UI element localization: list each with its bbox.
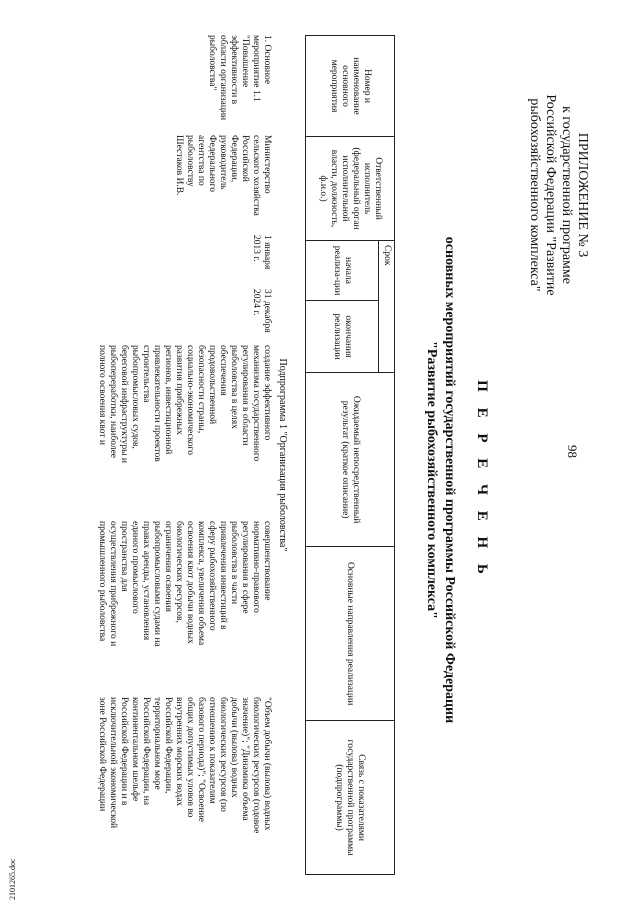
page-number: 98 bbox=[565, 445, 580, 458]
header-col-directions: Основные направления реализации bbox=[306, 547, 395, 721]
cell-text-line: освоения квот добычи водных bbox=[185, 521, 195, 644]
cell-text-line: руководитель bbox=[218, 135, 228, 190]
cell-text-line: мероприятие 1.1 bbox=[251, 35, 261, 102]
row-cell-executor bbox=[173, 135, 272, 231]
cell-text-line: территориальном море bbox=[152, 697, 162, 790]
cell-text-line: 31 декабря bbox=[262, 289, 272, 333]
cell-text-line: комплекса, увеличения объема bbox=[196, 521, 206, 646]
cell-text-line: сельского хозяйства bbox=[251, 135, 261, 216]
cell-text-line: рыбопромысловых судов, bbox=[130, 345, 140, 449]
cell-text-line: биологических ресурсов, bbox=[174, 521, 184, 623]
cell-text-line: базового периода)"; "Освоение bbox=[196, 697, 206, 823]
cell-text-line: привлечения инвестиций в bbox=[218, 521, 228, 630]
cell-text-line: продовольственной bbox=[207, 345, 217, 425]
cell-text-line: регионов, инвестиционной bbox=[163, 345, 173, 455]
cell-text-line: привлекательности проектов bbox=[152, 345, 162, 462]
cell-text-line: полного освоения квот и bbox=[97, 345, 107, 445]
cell-text-line: области организации bbox=[218, 35, 228, 121]
cell-text-line: агентства по bbox=[196, 135, 206, 186]
cell-text-line: Федерального bbox=[207, 135, 217, 193]
cell-text-line: рыболовства в целях bbox=[229, 345, 239, 429]
cell-text-line: строительства bbox=[141, 345, 151, 403]
cell-text-line: создание эффективного bbox=[262, 345, 272, 441]
cell-text-line: значение)"; "Динамика объема bbox=[240, 697, 250, 821]
cell-text-line: сферу рыбохозяйственного bbox=[207, 521, 217, 631]
cell-text-line: исключительной экономической bbox=[108, 697, 118, 829]
row-cell-result bbox=[96, 345, 272, 515]
title-sub-1: основных мероприятий государственной программы Российской Федерации bbox=[442, 236, 457, 724]
cell-text-line: нормативно-правового bbox=[251, 521, 261, 613]
cell-text-line: эффективности в bbox=[229, 35, 239, 105]
cell-text-line: 1 января bbox=[262, 235, 272, 270]
header-col-number-name: Номер и наименование основного мероприятия bbox=[306, 36, 395, 137]
cell-text-line: обеспечения bbox=[218, 345, 228, 396]
row-cell-directions bbox=[96, 521, 272, 691]
cell-text-line: Российской Федерации, bbox=[163, 697, 173, 794]
cell-text-line: отношению к показателям bbox=[207, 697, 217, 804]
appendix-line: ПРИЛОЖЕНИЕ № 3 bbox=[575, 132, 590, 258]
document-title bbox=[423, 180, 490, 780]
cell-text-line: внутренних морских водах bbox=[174, 697, 184, 807]
row-cell-end bbox=[250, 289, 272, 339]
header-col-end: окончания реализации bbox=[306, 301, 379, 373]
cell-text-line: континентальном шельфе bbox=[130, 697, 140, 802]
cell-text-line: 1. Основное bbox=[262, 35, 272, 85]
cell-text-line: ограничения освоения bbox=[163, 521, 173, 612]
cell-text-line: Шестаков И.В. bbox=[174, 135, 184, 196]
cell-text-line: рыбопереработки, наиболее bbox=[108, 345, 118, 459]
cell-text-line: рыболовству bbox=[185, 135, 195, 187]
header-col-executor: Ответственный исполнитель (федеральный орган исполнительной власти, должность, ф.и.о.) bbox=[306, 137, 395, 241]
cell-text-line: пространства для bbox=[119, 521, 129, 592]
title-main: П Е Р Е Ч Е Н Ь bbox=[474, 380, 490, 580]
cell-text-line: совершенствование bbox=[262, 521, 272, 601]
cell-text-line: безопасности страны, bbox=[196, 345, 206, 434]
cell-text-line: промышленного рыболовства bbox=[97, 521, 107, 642]
cell-text-line: социально-экономического bbox=[185, 345, 195, 455]
cell-text-line: Министерство bbox=[262, 135, 272, 194]
cell-text-line: биологических ресурсов (годовое bbox=[251, 697, 261, 834]
title-sub-2: "Развитие рыбохозяйственного комплекса" bbox=[424, 341, 439, 619]
cell-text-line: добычи (вылова) водных bbox=[229, 697, 239, 798]
appendix-line: Российской Федерации "Развитие bbox=[543, 94, 558, 296]
cell-text-line: "Повышение bbox=[240, 35, 250, 88]
appendix-line: рыбохозяйственного комплекса" bbox=[527, 98, 542, 292]
footer-filename: 2101265.doc bbox=[8, 858, 17, 900]
cell-text-line: 2013 г. bbox=[251, 235, 261, 262]
cell-text-line: общих допустимых уловов во bbox=[185, 697, 195, 818]
header-srok: Срок bbox=[379, 241, 395, 373]
cell-text-line: биологических ресурсов (по bbox=[218, 697, 228, 812]
row-cell-indicators bbox=[96, 697, 272, 875]
cell-text-line: рыболовства" bbox=[207, 35, 217, 91]
cell-text-line: регулирования в области bbox=[240, 345, 250, 446]
cell-text-line: береговой инфраструктуры и bbox=[119, 345, 129, 463]
cell-text-line: Федерации, bbox=[229, 135, 239, 183]
measures-table-header bbox=[305, 35, 395, 875]
header-col-result: Ожидаемый непосредственный результат (краткое описание) bbox=[306, 373, 395, 547]
header-col-start: начала реализа-ции bbox=[306, 241, 379, 301]
appendix-header bbox=[526, 30, 590, 360]
cell-text-line: развития прибрежных bbox=[174, 345, 184, 435]
row-cell-start bbox=[250, 235, 272, 285]
cell-text-line: Российской Федерации и в bbox=[119, 697, 129, 806]
cell-text-line: регулирования в сфере bbox=[240, 521, 250, 614]
cell-text-line: рыбопромысловыми судами на bbox=[152, 521, 162, 647]
cell-text-line: рыболовства в части bbox=[229, 521, 239, 605]
appendix-line: к государственной программе bbox=[559, 106, 574, 284]
cell-text-line: механизма государственного bbox=[251, 345, 261, 462]
row-cell-measure bbox=[206, 35, 272, 131]
cell-text-line: 2024 г. bbox=[251, 289, 261, 316]
cell-text-line: "Объем добычи (вылова) водных bbox=[262, 697, 272, 831]
subprogram-title: Подпрограмма 1 "Организация рыболовства" bbox=[277, 358, 288, 552]
cell-text-line: осуществления прибрежного и bbox=[108, 521, 118, 647]
cell-text-line: единого промыслового bbox=[130, 521, 140, 614]
header-col-indicators: Связь с показателями государственной программы (подпрограммы) bbox=[306, 721, 395, 875]
cell-text-line: зоне Российской Федерации bbox=[97, 697, 107, 812]
cell-text-line: Российской bbox=[240, 135, 250, 182]
cell-text-line: Российской Федерации, на bbox=[141, 697, 151, 806]
cell-text-line: правах аренды, установления bbox=[141, 521, 151, 641]
